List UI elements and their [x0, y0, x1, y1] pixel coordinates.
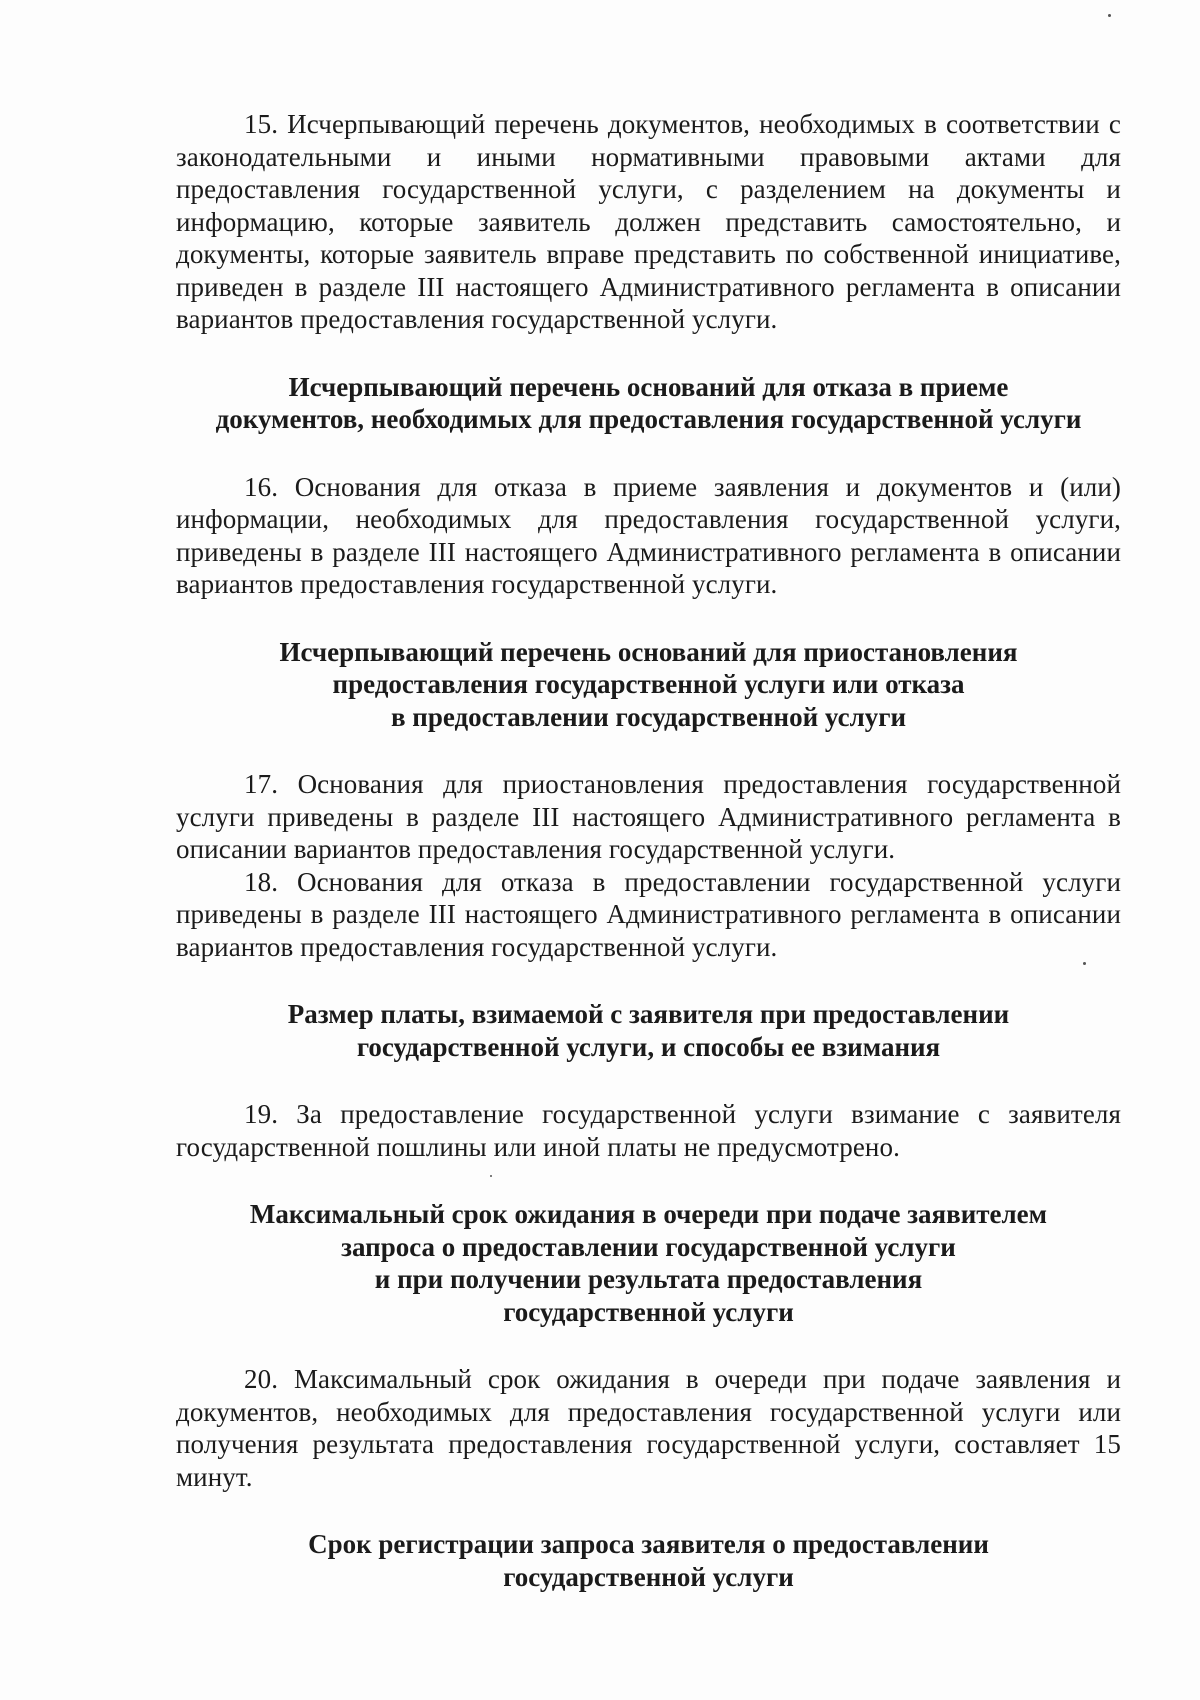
- heading-line: и при получении результата предоставления: [374, 1264, 923, 1294]
- heading-max-wait-time: [176, 1198, 1121, 1328]
- paragraph-20: 20. Максимальный срок ожидания в очереди при подаче заявления и документов, необходимых для предоставления государственной услуги или получения результата предоставления государственной услуги, составляет 15 минут.: [176, 1364, 1121, 1492]
- heading-line: запроса о предоставлении государственной услуги: [341, 1231, 956, 1262]
- document-body: [176, 108, 1121, 1593]
- scan-speck: [1108, 14, 1111, 17]
- heading-line: Максимальный срок ожидания в очереди при подаче заявителем: [249, 1199, 1048, 1229]
- heading-fee: [176, 998, 1121, 1063]
- heading-line: документов, необходимых для предоставления государственной услуги: [215, 404, 1082, 434]
- heading-line: государственной услуги: [503, 1561, 794, 1592]
- heading-line: Исчерпывающий перечень оснований для приостановления: [279, 636, 1018, 667]
- paragraph-17: 17. Основания для приостановления предоставления государственной услуги приведены в разделе III настоящего Административного регламента в описании вариантов предоставления государственной услуги.: [176, 769, 1121, 864]
- paragraph-16: 16. Основания для отказа в приеме заявления и документов и (или) информации, необходимых для предоставления государственной услуги, приведены в разделе III настоящего Административного регламента в описании вариантов предоставления государственной услуги.: [176, 471, 1121, 599]
- heading-line: предоставления государственной услуги или отказа: [332, 669, 965, 699]
- heading-refusal-grounds-intake: [176, 371, 1121, 436]
- paragraph-18: 18. Основания для отказа в предоставлении государственной услуги приведены в разделе III настоящего Административного регламента в описании вариантов предоставления государственной услуги.: [176, 866, 1121, 962]
- heading-line: Исчерпывающий перечень оснований для отказа в приеме: [288, 371, 1009, 402]
- heading-line: государственной услуги, и способы ее взимания: [356, 1031, 941, 1062]
- paragraph-15: 15. Исчерпывающий перечень документов, необходимых в соответствии с законодательными и иными нормативными правовыми актами для предоставления государственной услуги, с разделением на документы и информацию, которые заявитель должен представить самостоятельно, и документы, которые заявитель вправе представить по собственной инициативе, приведен в разделе III настоящего Административного регламента в описании вариантов предоставления государственной услуги.: [176, 109, 1121, 334]
- heading-line: Срок регистрации запроса заявителя о предоставлении: [308, 1529, 989, 1559]
- paragraph-19: 19. За предоставление государственной услуги взимание с заявителя государственной пошлины или иной платы не предусмотрено.: [176, 1099, 1121, 1162]
- heading-line: государственной услуги: [503, 1296, 794, 1327]
- heading-line: Размер платы, взимаемой с заявителя при предоставлении: [287, 999, 1010, 1029]
- heading-line: в предоставлении государственной услуги: [390, 701, 907, 732]
- heading-suspension-grounds: [176, 636, 1121, 734]
- heading-registration-term: [176, 1528, 1121, 1593]
